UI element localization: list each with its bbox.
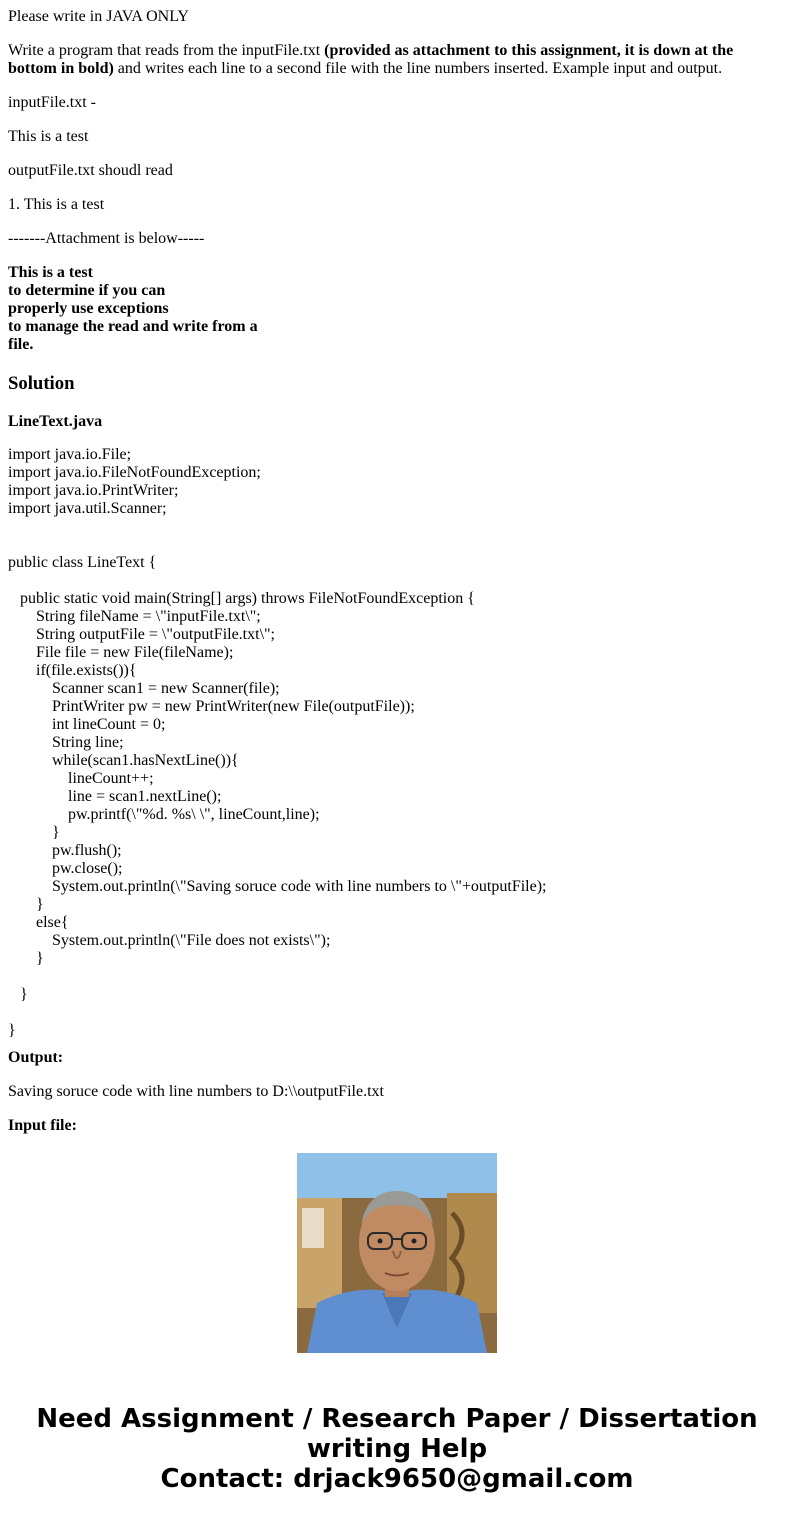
author-avatar <box>297 1153 497 1353</box>
attachment-line: to determine if you can <box>8 282 166 299</box>
output-heading: Output: <box>8 1049 64 1066</box>
attachment-line: properly use exceptions <box>8 300 169 317</box>
input-example: This is a test <box>8 128 89 145</box>
code-line: import java.io.PrintWriter; <box>8 482 179 499</box>
code-line: } <box>8 824 60 841</box>
question-intro: Please write in JAVA ONLY <box>8 8 189 25</box>
code-line: pw.flush(); <box>8 842 122 859</box>
code-line: int lineCount = 0; <box>8 716 166 733</box>
code-block <box>8 446 546 1040</box>
code-line: import java.io.FileNotFoundException; <box>8 464 261 481</box>
task-text-2: and writes each line to a second file with the line numbers inserted. Example input and output. <box>113 60 723 77</box>
output-label: outputFile.txt shoudl read <box>8 162 173 179</box>
code-line: System.out.println(\"Saving soruce code with line numbers to \"+outputFile); <box>8 878 547 895</box>
code-line: if(file.exists()){ <box>8 662 137 679</box>
code-line <box>8 518 546 536</box>
code-line: public static void main(String[] args) throws FileNotFoundException { <box>8 590 475 607</box>
task-text-1: Write a program that reads from the inputFile.txt <box>8 42 325 59</box>
code-line: } <box>8 896 44 913</box>
code-line: String line; <box>8 734 124 751</box>
attachment-text <box>8 264 258 354</box>
avatar-portrait <box>297 1153 497 1353</box>
promo-line-1: Need Assignment / Research Paper / Dissertation <box>36 1404 758 1434</box>
solution-filename: LineText.java <box>8 413 103 430</box>
code-line: String fileName = \"inputFile.txt\"; <box>8 608 261 625</box>
code-line: System.out.println(\"File does not exists\"); <box>8 932 331 949</box>
code-line <box>8 536 546 554</box>
code-line: else{ <box>8 914 69 931</box>
attachment-line: to manage the read and write from a <box>8 318 258 335</box>
code-line: File file = new File(fileName); <box>8 644 234 661</box>
code-line: } <box>8 1022 16 1039</box>
code-line: import java.io.File; <box>8 446 132 463</box>
promo-line-2: writing Help <box>306 1434 488 1464</box>
promo-footer <box>0 1123 794 1523</box>
solution-heading: Solution <box>8 373 75 394</box>
code-line: public class LineText { <box>8 554 157 571</box>
input-label: inputFile.txt - <box>8 94 96 111</box>
code-line <box>8 968 546 986</box>
attachment-label: -------Attachment is below----- <box>8 230 205 247</box>
code-line: } <box>8 950 44 967</box>
task-text-bold: (provided as attachment to this assignment, it is down at the bottom in bold) <box>8 42 734 77</box>
code-line: String outputFile = \"outputFile.txt\"; <box>8 626 275 643</box>
code-line: Scanner scan1 = new Scanner(file); <box>8 680 280 697</box>
code-line <box>8 1004 546 1022</box>
attachment-line: file. <box>8 336 34 353</box>
code-line: pw.close(); <box>8 860 123 877</box>
input-file-heading: Input file: <box>8 1117 77 1134</box>
code-line: } <box>8 986 28 1003</box>
code-line: lineCount++; <box>8 770 154 787</box>
output-example: 1. This is a test <box>8 196 105 213</box>
output-text: Saving soruce code with line numbers to D:\\outputFile.txt <box>8 1083 384 1100</box>
code-line: PrintWriter pw = new PrintWriter(new File(outputFile)); <box>8 698 415 715</box>
code-line: while(scan1.hasNextLine()){ <box>8 752 239 769</box>
code-line: import java.util.Scanner; <box>8 500 167 517</box>
promo-contact[interactable]: Contact: drjack9650@gmail.com <box>160 1464 634 1494</box>
attachment-line: This is a test <box>8 264 93 281</box>
question-task <box>8 42 768 78</box>
code-line: line = scan1.nextLine(); <box>8 788 222 805</box>
code-line: pw.printf(\"%d. %s\ \", lineCount,line); <box>8 806 320 823</box>
document-body <box>8 0 786 1134</box>
code-line <box>8 572 546 590</box>
